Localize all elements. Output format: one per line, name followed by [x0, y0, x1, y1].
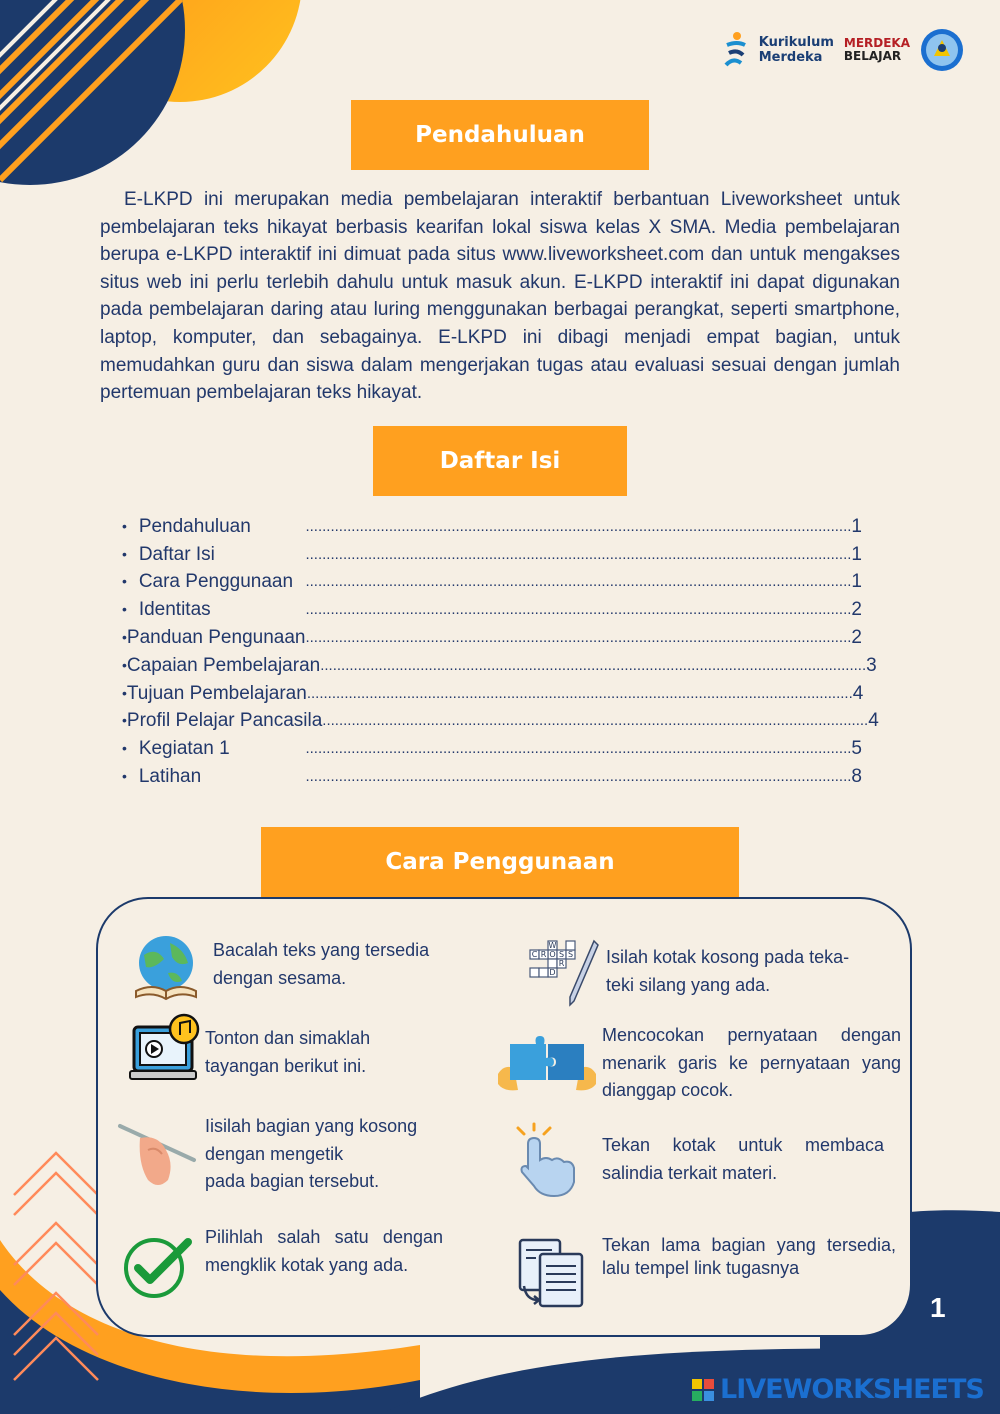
svg-text:R: R	[540, 950, 547, 959]
instruction-fill-line1: Iisilah bagian yang kosong	[205, 1116, 418, 1136]
toc-item-page: 5	[851, 738, 862, 760]
toc-item-page: 2	[851, 599, 862, 621]
bullet-icon: •	[122, 712, 127, 729]
liveworksheets-logo-icon	[692, 1379, 714, 1401]
toc-item-label: Tujuan Pembelajaran	[126, 682, 307, 704]
merdeka-belajar-logo	[844, 37, 910, 63]
svg-text:D: D	[549, 968, 556, 977]
instruction-tap: Tekan kotak untuk membaca salindia terkait materi.	[602, 1135, 884, 1183]
tap-finger-icon	[514, 1124, 580, 1198]
kurikulum-merdeka-logo-icon	[723, 31, 749, 69]
liveworksheets-brand	[692, 1374, 984, 1405]
toc-item-page: 1	[851, 543, 862, 565]
toc-item	[122, 679, 862, 707]
toc-item	[122, 623, 862, 651]
toc-item	[122, 651, 877, 679]
svg-text:S: S	[558, 950, 565, 959]
puzzle-hands-icon	[496, 1034, 598, 1096]
bullet-icon: •	[122, 628, 127, 645]
toc-item	[122, 595, 862, 623]
svg-text:O: O	[549, 950, 556, 959]
toc-item	[122, 568, 862, 596]
instruction-fill-line2: dengan mengetik	[205, 1143, 344, 1164]
toc-item-label: Pendahuluan	[138, 515, 251, 537]
toc-item-label: Panduan Pengunaan	[126, 626, 306, 648]
toc-item	[122, 512, 862, 540]
svg-text:R: R	[558, 959, 565, 968]
liveworksheets-text: LIVEWORKSHEETS	[720, 1374, 984, 1405]
hand-writing-pen-icon	[118, 1120, 198, 1190]
instruction-choose: Pilihlah salah satu dengan mengklik kotak yang ada.	[205, 1227, 443, 1275]
crossword-pencil-icon	[526, 939, 600, 1007]
bullet-icon: •	[122, 545, 127, 562]
toc-item-label: Capaian Pembelajaran	[126, 654, 321, 676]
page-number: 1	[930, 1292, 946, 1323]
bullet-icon: •	[122, 684, 127, 701]
toc-item-page: 4	[852, 682, 864, 704]
toc-item-label: Daftar Isi	[138, 543, 215, 565]
svg-text:W: W	[548, 941, 557, 950]
toc-item	[122, 762, 862, 790]
kurikulum-text: Kurikulum	[758, 35, 834, 50]
toc-item	[122, 707, 879, 735]
svg-text:C: C	[531, 950, 538, 959]
toc-item-page: 4	[868, 710, 879, 732]
bullet-icon: •	[122, 601, 127, 618]
toc-leader-dots: ...................................................................................................................................	[305, 767, 852, 785]
merdeka-text: Merdeka	[758, 50, 823, 65]
instruction-hold: Tekan lama bagian yang tersedia, lalu tempel link tugasnya	[602, 1235, 896, 1278]
instruction-read: Bacalah teks yang tersedia dengan sesama.	[213, 940, 430, 988]
bullet-icon: •	[122, 740, 127, 757]
toc-item-page: 1	[851, 515, 862, 537]
toc-leader-dots: ...................................................................................................................................	[322, 712, 869, 730]
toc-leader-dots: ...................................................................................................................................	[305, 545, 852, 563]
toc-item	[122, 734, 862, 762]
instruction-watch: Tonton dan simaklah tayangan berikut ini.	[205, 1028, 371, 1076]
toc-item-label: Kegiatan 1	[138, 738, 230, 760]
belajar-word: BELAJAR	[843, 49, 902, 63]
globe-book-icon	[134, 933, 198, 1001]
instruction-crossword: Isilah kotak kosong pada teka-teki silang yang ada.	[606, 947, 850, 995]
bullet-icon: •	[122, 656, 127, 673]
instruction-fill-line3: pada bagian tersebut.	[205, 1171, 380, 1191]
kurikulum-merdeka-logo	[759, 35, 834, 65]
section-title-cara-penggunaan: Cara Penggunaan	[261, 827, 739, 897]
toc-leader-dots: ...................................................................................................................................	[305, 740, 852, 758]
toc-leader-dots: ...................................................................................................................................	[305, 601, 852, 619]
tut-wuri-handayani-logo-icon	[920, 28, 964, 72]
toc-item-page: 2	[851, 626, 862, 648]
instruction-fill	[205, 1113, 455, 1196]
toc-item-page: 8	[851, 765, 862, 787]
toc-item-label: Profil Pelajar Pancasila	[126, 710, 323, 732]
instruction-match: Mencocokan pernyataan dengan menarik garis ke pernyataan yang dianggap cocok.	[602, 1025, 901, 1100]
toc-item	[122, 540, 862, 568]
bullet-icon: •	[122, 767, 127, 784]
section-title-pendahuluan: Pendahuluan	[351, 100, 649, 170]
checkmark-icon	[122, 1236, 192, 1300]
toc-leader-dots: ...................................................................................................................................	[306, 684, 853, 702]
toc-item-label: Cara Penggunaan	[138, 571, 294, 593]
toc-item-page: 1	[851, 571, 862, 593]
table-of-contents	[122, 512, 879, 790]
toc-item-label: Latihan	[138, 765, 202, 787]
toc-leader-dots: ...................................................................................................................................	[320, 656, 867, 674]
intro-paragraph: E-LKPD ini merupakan media pembelajaran interaktif berbantuan Liveworksheet untuk pembelajaran teks hikayat berbasis kearifan lokal siswa kelas X SMA. Media pembelajaran berupa e-LKPD interaktif ini dimuat pada situs www.liveworksheet.com dan untuk mengakses situs web ini perlu terlebih dahulu untuk masuk akun. E-LKPD interaktif ini dapat digunakan pada pembelajaran daring atau luring menggunakan berbagai perangkat, seperti smartphone, laptop, komputer, dan sebagainya. E-LKPD ini dibagi menjadi empat bagian, untuk memudahkan guru dan siswa dalam mengerjakan tugas atau evaluasi sesuai dengan jumlah pertemuan pembelajaran teks hikayat.	[100, 189, 900, 404]
toc-leader-dots: ...................................................................................................................................	[305, 517, 852, 535]
bullet-icon: •	[122, 573, 127, 590]
toc-item-page: 3	[866, 654, 877, 676]
header-logos	[723, 28, 964, 72]
section-title-daftar-isi: Daftar Isi	[373, 426, 627, 496]
bullet-icon: •	[122, 517, 127, 534]
toc-item-label: Identitas	[138, 599, 211, 621]
toc-leader-dots: ...................................................................................................................................	[305, 573, 852, 591]
copy-documents-icon	[516, 1236, 586, 1308]
toc-leader-dots: ...................................................................................................................................	[305, 628, 852, 646]
merdeka-word: MERDEKA	[843, 36, 910, 50]
svg-text:S: S	[567, 950, 574, 959]
